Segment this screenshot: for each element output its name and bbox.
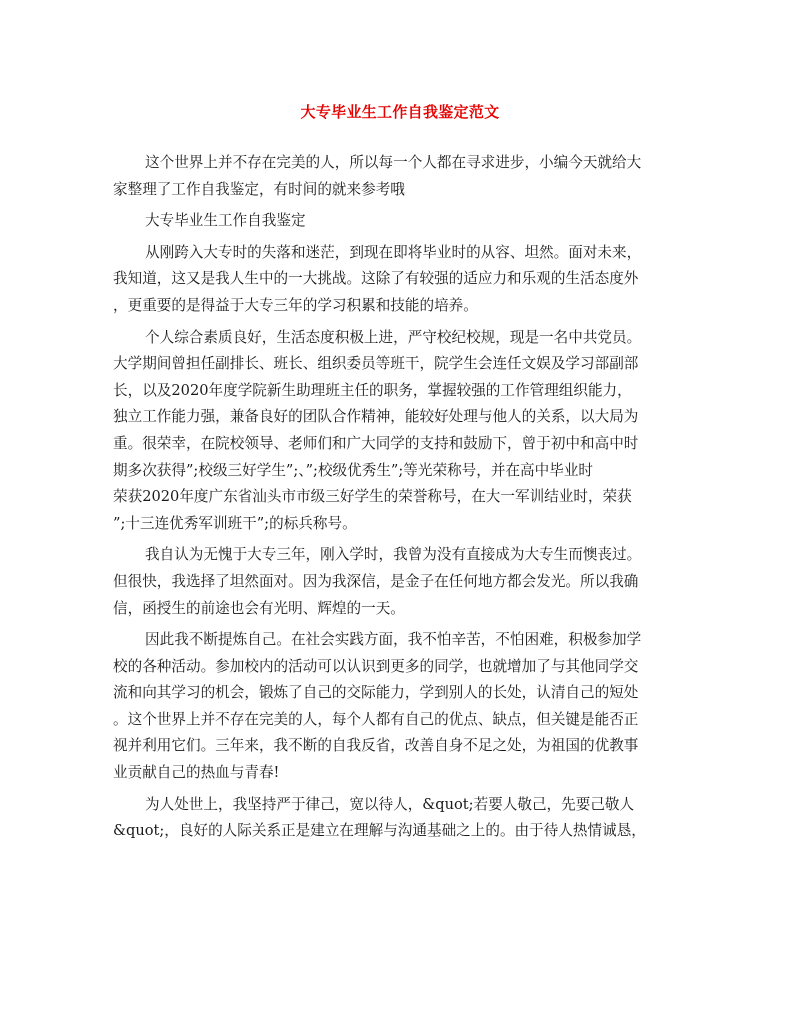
text-line: 个人综合素质良好，生活态度积极上进，严守校纪校规，现是一名中共党员。: [145, 328, 642, 346]
text-line: 。这个世界上并不存在完美的人，每个人都有自己的优点、缺点，但关键是能否正: [113, 710, 639, 728]
document-title: 大专毕业生工作自我鉴定范文: [300, 103, 500, 121]
text-line: ”;十三连优秀军训班干”;的标兵称号。: [113, 514, 357, 532]
text-line: 业贡献自己的热血与青春!: [113, 764, 280, 782]
text-line: 信，函授生的前途也会有光明、辉煌的一天。: [113, 599, 405, 617]
text-line: 家整理了工作自我鉴定，有时间的就来参考哦: [113, 180, 405, 198]
text-line: 大学期间曾担任副排长、班长、组织委员等班干，院学生会连任文娱及学习部副部: [113, 355, 639, 373]
text-line: 独立工作能力强，兼备良好的团队合作精神，能较好处理与他人的关系，以大局为: [113, 408, 639, 426]
text-line: 但很快，我选择了坦然面对。因为我深信，是金子在任何地方都会发光。所以我确: [113, 572, 639, 590]
text-line: 这个世界上并不存在完美的人，所以每一个人都在寻求进步，小编今天就给大: [145, 154, 642, 171]
text-line: 从刚跨入大专时的失落和迷茫，到现在即将毕业时的从容、坦然。面对未来，: [145, 243, 642, 261]
text-line: 流和向其学习的机会，锻炼了自己的交际能力，学到别人的长处，认清自己的短处: [113, 684, 639, 702]
document-body: [113, 150, 693, 845]
section-heading: 大专毕业生工作自我鉴定: [145, 212, 306, 230]
text-line: &quot;，良好的人际关系正是建立在理解与沟通基础之上的。由于待人热情诚恳，: [113, 822, 646, 840]
text-line: 校的各种活动。参加校内的活动可以认识到更多的同学，也就增加了与其他同学交: [113, 657, 639, 675]
text-line: 为人处世上，我坚持严于律己，宽以待人，&quot;若要人敬己，先要己敬人: [145, 795, 635, 813]
text-line: 长，以及2020年度学院新生助理班主任的职务，掌握较强的工作管理组织能力，: [113, 381, 632, 399]
text-line: 我知道，这又是我人生中的一大挑战。这除了有较强的适应力和乐观的生活态度外: [113, 270, 639, 288]
text-line: ，更重要的是得益于大专三年的学习积累和技能的培养。: [113, 296, 478, 314]
text-line: 我自认为无愧于大专三年，刚入学时，我曾为没有直接成为大专生而懊丧过。: [145, 546, 642, 564]
text-line: 重。很荣幸，在院校领导、老师们和广大同学的支持和鼓励下，曾于初中和高中时: [113, 434, 639, 452]
text-line: 荣获2020年度广东省汕头市市级三好学生的荣誉称号，在大一军训结业时，荣获: [113, 488, 632, 506]
text-line: 视并利用它们。三年来，我不断的自我反省，改善自身不足之处，为祖国的优教事: [113, 737, 639, 755]
text-line: 因此我不断提炼自己。在社会实践方面，我不怕辛苦，不怕困难，积极参加学: [145, 631, 642, 649]
text-line: 期多次获得”;校级三好学生”;、”;校级优秀生”;等光荣称号，并在高中毕业时: [113, 461, 594, 479]
